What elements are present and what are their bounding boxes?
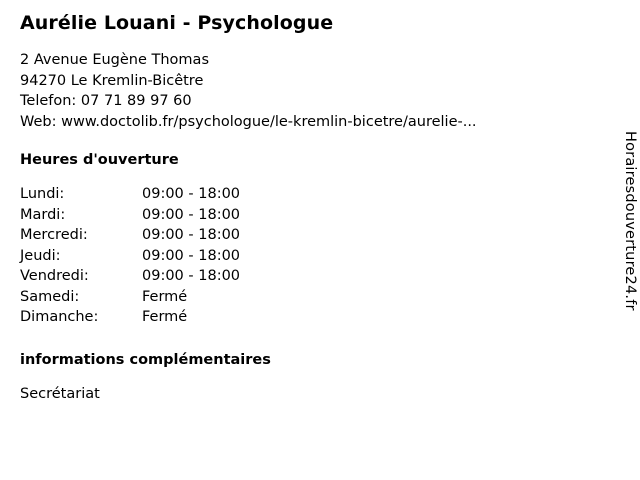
day-hours: Fermé [142, 309, 188, 325]
day-label: Vendredi: [20, 268, 89, 284]
table-row [20, 287, 240, 308]
day-hours: 09:00 - 18:00 [142, 247, 241, 264]
address-block [20, 50, 590, 132]
day-hours: Fermé [142, 288, 188, 305]
address-street: 2 Avenue Eugène Thomas [20, 52, 209, 68]
day-label: Samedi: [20, 288, 80, 305]
day-label: Mardi: [20, 206, 66, 223]
opening-hours-heading: Heures d'ouverture [20, 152, 179, 168]
site-watermark: Horairesdouverture24.fr [622, 131, 638, 311]
day-hours: 09:00 - 18:00 [142, 227, 241, 243]
additional-info-text: Secrétariat [20, 385, 100, 402]
day-hours: 09:00 - 18:00 [142, 186, 241, 202]
phone-line: Telefon: 07 71 89 97 60 [20, 93, 192, 109]
website-line: Web: www.doctolib.fr/psychologue/le-kremlin-bicetre/aurelie-... [20, 113, 477, 130]
day-hours: 09:00 - 18:00 [142, 206, 241, 223]
day-label: Dimanche: [20, 309, 99, 325]
day-hours: 09:00 - 18:00 [142, 268, 241, 284]
table-row [20, 307, 240, 328]
table-row [20, 246, 240, 267]
table-row [20, 184, 240, 205]
table-row [20, 266, 240, 287]
day-label: Jeudi: [20, 247, 61, 264]
table-row [20, 225, 240, 246]
opening-hours-table [20, 184, 240, 328]
day-label: Mercredi: [20, 227, 88, 243]
address-city: 94270 Le Kremlin-Bicêtre [20, 72, 204, 89]
table-row [20, 205, 240, 226]
additional-info-heading: informations complémentaires [20, 351, 271, 368]
day-label: Lundi: [20, 186, 65, 202]
card-content [20, 10, 590, 404]
page-title: Aurélie Louani - Psychologue [20, 12, 334, 34]
